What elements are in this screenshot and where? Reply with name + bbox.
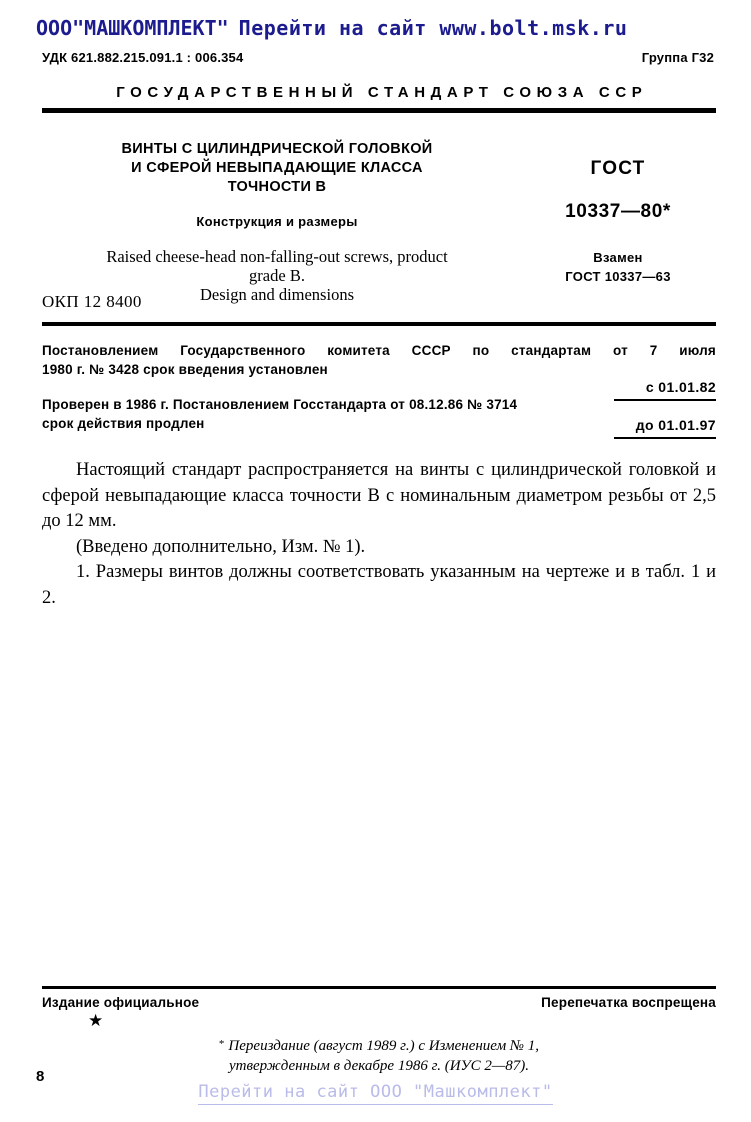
decree-line-1: Постановлением Государственного комитета СССР по стандартам от 7 июля (42, 343, 716, 358)
star-icon: ★ (88, 1011, 104, 1030)
page-number: 8 (36, 1068, 45, 1085)
decree-line-2: 1980 г. № 3428 срок введения установлен (42, 362, 328, 377)
effective-to-date: до 01.01.97 (614, 416, 716, 439)
effective-from-date: с 01.01.82 (614, 378, 716, 401)
footer-row (42, 995, 716, 1010)
okp-code: ОКП 12 8400 (42, 292, 142, 311)
udk-row (42, 50, 714, 65)
reprint-forbidden-label: Перепечатка воспрещена (541, 995, 716, 1010)
divider-middle (42, 322, 716, 326)
official-edition-label: Издание официальное (42, 995, 200, 1010)
decree-line-4: срок действия продлен (42, 416, 205, 431)
footnote-line-2: утвержденным в декабре 1986 г. (ИУС 2—87). (229, 1058, 529, 1074)
gost-label: ГОСТ (590, 158, 646, 179)
gost-number: 10337—80* (565, 201, 671, 222)
bottom-site-link[interactable] (0, 1082, 751, 1102)
document-subtitle: Конструкция и размеры (196, 214, 358, 229)
divider-footer (42, 986, 716, 989)
title-left-column (42, 140, 512, 304)
title-block (42, 140, 716, 315)
document-title-english-line-1: Raised cheese-head non-falling-out screws, product (106, 247, 448, 266)
site-banner-link-text[interactable]: Перейти на сайт www.bolt.msk.ru (238, 16, 628, 40)
site-banner-brand: ООО"МАШКОМПЛЕКТ" (36, 16, 229, 40)
footnote-line-1 (42, 1034, 716, 1056)
site-banner[interactable] (36, 16, 720, 40)
decree-line-3: Проверен в 1986 г. Постановлением Госстандарта от 08.12.86 № 3714 (42, 397, 518, 412)
udk-code: УДК 621.882.215.091.1 : 006.354 (42, 50, 244, 65)
replaces-label: Взамен (593, 250, 643, 265)
body-paragraph-1: Настоящий стандарт распространяется на винты с цилиндрической головкой и сферой невыпадающие класса точности В с номинальным диаметром резьбы от 2,5 до 12 мм. (42, 460, 716, 531)
group-code: Группа Г32 (641, 50, 714, 65)
body-text (42, 458, 716, 611)
footnote-line-1-text: Переиздание (август 1989 г.) с Изменением № 1, (228, 1038, 540, 1054)
replaces-gost-number: ГОСТ 10337—63 (565, 269, 671, 284)
document-title-english-line-2: grade B. (249, 266, 305, 285)
footnote-asterisk: * (218, 1038, 225, 1050)
body-paragraph-2: (Введено дополнительно, Изм. № 1). (76, 536, 366, 557)
standard-headline: ГОСУДАРСТВЕННЫЙ СТАНДАРТ СОЮЗА ССР (116, 84, 648, 101)
title-right-column (520, 140, 716, 284)
document-title-line-3: ТОЧНОСТИ В (227, 179, 327, 195)
document-title-english-line-3: Design and dimensions (200, 285, 354, 304)
footnote (42, 1034, 716, 1076)
document-title-line-1: ВИНТЫ С ЦИЛИНДРИЧЕСКОЙ ГОЛОВКОЙ (121, 141, 433, 157)
document-title-line-2: И СФЕРОЙ НЕВЫПАДАЮЩИЕ КЛАССА (131, 160, 423, 176)
decree-block (42, 341, 716, 433)
bottom-site-link-text[interactable]: Перейти на сайт ООО "Машкомплект" (198, 1082, 552, 1105)
body-paragraph-3: 1. Размеры винтов должны соответствовать указанным на чертеже и в табл. 1 и 2. (42, 562, 716, 608)
divider-top (42, 108, 716, 113)
